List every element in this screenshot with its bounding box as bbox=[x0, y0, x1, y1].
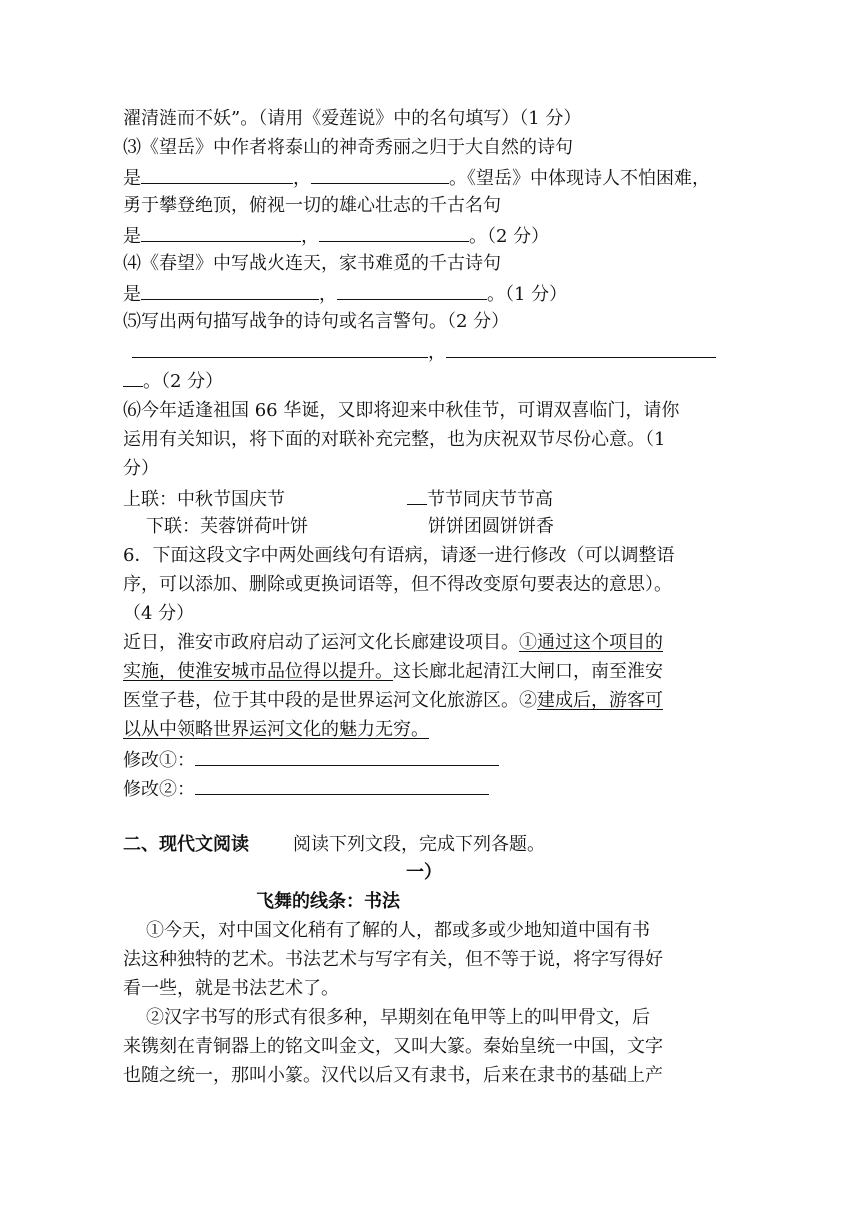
q6-para-line-1 bbox=[123, 629, 663, 657]
fill-blank[interactable] bbox=[407, 484, 427, 505]
fill-blank[interactable] bbox=[123, 366, 143, 387]
fill-blank[interactable] bbox=[311, 163, 449, 184]
text: 节节同庆节节高 bbox=[427, 489, 553, 510]
q5-line-12: 运用有关知识，将下面的对联补充完整，也为庆祝双节尽份心意。（1 bbox=[123, 429, 666, 450]
q5-line-4: 勇于攀登绝顶，俯视一切的雄心壮志的千古名句 bbox=[123, 195, 501, 216]
text: 。《望岳》中体现诗人不怕困难， bbox=[449, 168, 710, 189]
q5-line-6: ⑷《春望》中写战火连天，家书难觅的千古诗句 bbox=[123, 253, 501, 274]
text: 。（2 分） bbox=[469, 226, 550, 247]
q5-line-8: ⑸写出两句描写战争的诗句或名言警句。（2 分） bbox=[123, 311, 510, 332]
fill-blank[interactable] bbox=[446, 337, 716, 358]
text: 是 bbox=[123, 226, 141, 247]
q5-line-11: ⑹今年适逢祖国 66 华诞，又即将迎来中秋佳节，可谓双喜临门，请你 bbox=[123, 400, 680, 421]
text: ， bbox=[301, 226, 319, 247]
q6-line-2: 序，可以添加、删除或更换词语等，但不得改变原句要表达的意思）。 bbox=[123, 574, 672, 595]
text: 上联：中秋节国庆节 bbox=[123, 489, 285, 510]
q5-line-3 bbox=[123, 163, 710, 193]
q5-line-1: 濯清涟而不妖”。（请用《爱莲说》中的名句填写）（1 分） bbox=[123, 108, 582, 129]
para-1-line-1: ①今天，对中国文化稍有了解的人，都或多或少地知道中国有书 bbox=[146, 920, 650, 941]
q5-line-7 bbox=[123, 279, 567, 309]
passage-number: 一） bbox=[406, 862, 442, 883]
text: ， bbox=[293, 168, 311, 189]
para-2-line-1: ②汉字书写的形式有很多种，早期刻在龟甲等上的叫甲骨文，后 bbox=[146, 1007, 650, 1028]
fill-blank[interactable] bbox=[141, 279, 319, 300]
underlined-sentence-2: 以从中领略世界运河文化的魅力无穷。 bbox=[123, 719, 429, 740]
fix-2-line bbox=[123, 774, 489, 804]
section-heading: 二、现代文阅读 bbox=[123, 834, 249, 855]
fill-blank[interactable] bbox=[337, 279, 487, 300]
text: 近日，淮安市政府启动了运河文化长廊建设项目。 bbox=[123, 632, 519, 653]
text: 饼饼团圆饼饼香 bbox=[428, 516, 554, 537]
fix-1-line bbox=[123, 745, 499, 775]
couplet-upper bbox=[123, 484, 553, 514]
text: 是 bbox=[123, 284, 141, 305]
para-1-line-2: 法这种独特的艺术。书法艺术与写字有关，但不等于说，将字写得好 bbox=[123, 949, 663, 970]
q6-para-line-3 bbox=[123, 687, 663, 715]
fill-blank[interactable] bbox=[319, 221, 469, 242]
para-2-line-3: 也随之统一，那叫小篆。汉代以后又有隶书，后来在隶书的基础上产 bbox=[123, 1065, 663, 1086]
text: ， bbox=[319, 284, 337, 305]
fix-1-label: 修改①： bbox=[123, 750, 195, 771]
para-2-line-2: 来镌刻在青铜器上的铭文叫金文，又叫大篆。秦始皇统一中国，文字 bbox=[123, 1036, 663, 1057]
section-instruction: 阅读下列文段，完成下列各题。 bbox=[293, 834, 545, 855]
underlined-sentence-1: ①通过这个项目的 bbox=[519, 632, 663, 653]
couplet-lower bbox=[146, 513, 554, 541]
underlined-sentence-1: 实施，使淮安城市品位得以提升。 bbox=[123, 661, 393, 682]
text: ， bbox=[428, 342, 446, 363]
q6-line-1: 6．下面这段文字中两处画线句有语病，请逐一进行修改（可以调整语 bbox=[123, 545, 675, 566]
fix-2-blank[interactable] bbox=[195, 774, 489, 795]
q6-para-line-2 bbox=[123, 658, 663, 686]
text: 下联：芙蓉饼荷叶饼 bbox=[146, 516, 308, 537]
q5-line-5 bbox=[123, 221, 549, 251]
q6-line-3: （4 分） bbox=[123, 603, 195, 624]
text: 是 bbox=[123, 168, 141, 189]
fix-2-label: 修改②： bbox=[123, 779, 195, 800]
fix-1-blank[interactable] bbox=[195, 745, 499, 766]
fill-blank[interactable] bbox=[132, 337, 428, 358]
fill-blank[interactable] bbox=[141, 221, 301, 242]
q5-line-9 bbox=[132, 337, 716, 367]
q6-para-line-4 bbox=[123, 716, 429, 744]
text: 。（1 分） bbox=[487, 284, 568, 305]
text: 。（2 分） bbox=[143, 371, 224, 392]
q5-line-13: 分） bbox=[123, 458, 159, 479]
text: 这长廊北起清江大闸口，南至淮安 bbox=[393, 661, 663, 682]
section-2-heading-line bbox=[123, 831, 545, 859]
q5-line-2: ⑶《望岳》中作者将泰山的神奇秀丽之归于大自然的诗句 bbox=[123, 137, 573, 158]
fill-blank[interactable] bbox=[141, 163, 293, 184]
text: 医堂子巷，位于其中段的是世界运河文化旅游区。② bbox=[123, 690, 537, 711]
passage-title: 飞舞的线条：书法 bbox=[256, 891, 400, 912]
para-1-line-3: 看一些，就是书法艺术了。 bbox=[123, 978, 339, 999]
underlined-sentence-2: 建成后，游客可 bbox=[537, 690, 663, 711]
q5-line-10 bbox=[123, 366, 223, 396]
